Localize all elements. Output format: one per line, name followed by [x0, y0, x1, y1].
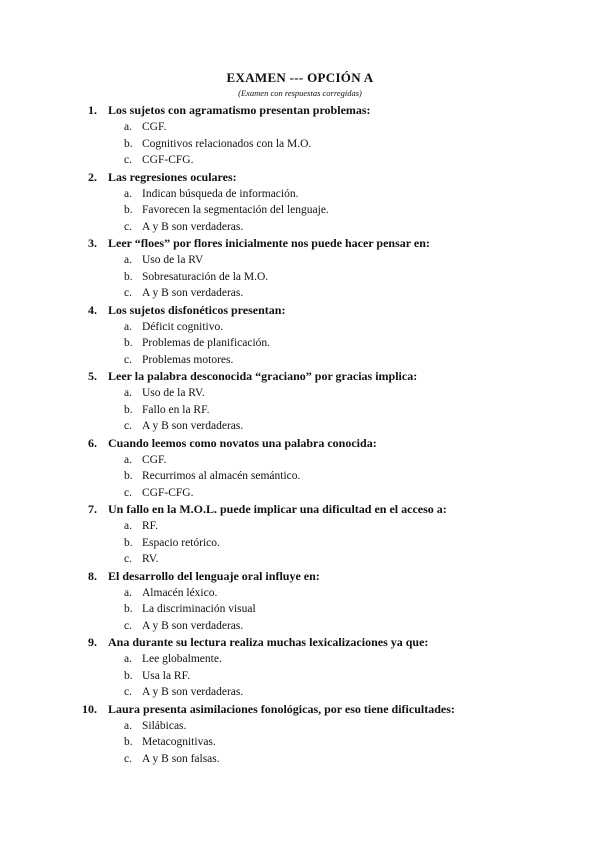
answer-option — [88, 751, 568, 768]
question-text-line — [88, 368, 568, 385]
option-text: La discriminación visual — [142, 603, 256, 615]
answer-option — [88, 319, 568, 336]
answer-option — [88, 452, 568, 469]
option-list — [88, 452, 568, 502]
option-text: Uso de la RV — [142, 254, 204, 266]
question-item — [88, 368, 568, 435]
option-letter: c. — [124, 287, 132, 299]
answer-option — [88, 285, 568, 302]
answer-option — [88, 385, 568, 402]
option-letter: c. — [124, 619, 132, 632]
question-text-line — [88, 169, 568, 186]
answer-option — [88, 684, 568, 701]
question-text: Ana durante su lectura realiza muchas lexicalizaciones ya que: — [108, 635, 429, 649]
option-list — [88, 186, 568, 236]
question-item — [88, 568, 568, 635]
answer-option — [88, 585, 568, 602]
answer-option — [88, 518, 568, 535]
question-item — [88, 102, 568, 169]
question-text: El desarrollo del lenguaje oral influye en: — [108, 568, 320, 583]
answer-option — [88, 402, 568, 419]
option-letter: b. — [124, 603, 133, 615]
question-number: 1. — [88, 103, 97, 117]
option-letter: c. — [124, 686, 132, 698]
option-list — [88, 718, 568, 768]
option-letter: b. — [124, 137, 133, 150]
answer-option — [88, 535, 568, 552]
option-letter: a. — [124, 254, 132, 266]
option-letter: b. — [124, 403, 133, 416]
answer-option — [88, 186, 568, 203]
question-text: Laura presenta asimilaciones fonológicas, por eso tiene dificultades: — [108, 701, 455, 716]
question-number: 8. — [88, 568, 97, 583]
question-list — [82, 102, 568, 767]
question-text: Las regresiones oculares: — [108, 169, 237, 184]
option-text: A y B son verdaderas. — [142, 619, 244, 632]
option-text: Lee globalmente. — [142, 653, 222, 665]
answer-option — [88, 269, 568, 286]
option-letter: a. — [124, 320, 132, 333]
answer-option — [88, 601, 568, 618]
option-letter: c. — [124, 420, 132, 432]
option-list — [88, 385, 568, 435]
option-letter: a. — [124, 586, 132, 599]
option-letter: c. — [124, 220, 132, 233]
option-letter: a. — [124, 453, 132, 466]
option-list — [88, 651, 568, 701]
option-text: CGF. — [142, 453, 167, 466]
question-text-line — [88, 568, 568, 585]
option-text: CGF-CFG. — [142, 486, 194, 499]
option-letter: b. — [124, 669, 133, 682]
question-item — [88, 634, 568, 701]
option-text: A y B son verdaderas. — [142, 220, 244, 233]
option-text: CGF. — [142, 121, 167, 133]
option-text: Cognitivos relacionados con la M.O. — [142, 137, 312, 150]
option-text: Sobresaturación de la M.O. — [142, 270, 269, 283]
answer-option — [88, 352, 568, 369]
answer-option — [88, 152, 568, 169]
option-text: Problemas motores. — [142, 353, 234, 366]
option-text: Problemas de planificación. — [142, 337, 271, 349]
option-text: Espacio retórico. — [142, 536, 220, 549]
question-number: 10. — [82, 701, 97, 716]
option-letter: b. — [124, 536, 133, 549]
option-text: Silábicas. — [142, 719, 187, 732]
option-letter: b. — [124, 337, 133, 349]
option-letter: a. — [124, 387, 132, 399]
option-text: Almacén léxico. — [142, 586, 218, 599]
question-item — [88, 302, 568, 369]
question-text-line — [88, 435, 568, 452]
question-item — [88, 169, 568, 236]
option-text: A y B son verdaderas. — [142, 686, 244, 698]
answer-option — [88, 668, 568, 685]
option-text: RV. — [142, 553, 159, 565]
question-number: 2. — [88, 169, 97, 184]
option-text: A y B son verdaderas. — [142, 420, 244, 432]
option-list — [88, 252, 568, 302]
option-letter: b. — [124, 270, 133, 283]
question-text-line — [88, 235, 568, 252]
option-letter: c. — [124, 752, 132, 765]
answer-option — [88, 718, 568, 735]
option-letter: c. — [124, 486, 132, 499]
question-text-line — [88, 634, 568, 651]
question-text: Los sujetos disfonéticos presentan: — [108, 302, 286, 317]
option-text: Usa la RF. — [142, 669, 190, 682]
answer-option — [88, 219, 568, 236]
option-letter: c. — [124, 553, 132, 565]
question-text: Leer “floes” por flores inicialmente nos puede hacer pensar en: — [108, 236, 430, 250]
answer-option — [88, 335, 568, 352]
answer-option — [88, 485, 568, 502]
option-letter: b. — [124, 204, 133, 216]
answer-option — [88, 252, 568, 269]
option-text: RF. — [142, 520, 159, 532]
exam-subtitle: (Examen con respuestas corregidas) — [238, 88, 362, 98]
question-item — [82, 701, 568, 768]
option-text: Fallo en la RF. — [142, 403, 210, 416]
question-text-line — [88, 102, 568, 119]
question-number: 7. — [88, 502, 97, 516]
option-text: Recurrimos al almacén semántico. — [142, 470, 301, 482]
answer-option — [88, 136, 568, 153]
exam-title: EXAMEN --- OPCIÓN A — [226, 70, 374, 85]
question-text: Cuando leemos como novatos una palabra conocida: — [108, 435, 377, 450]
question-number: 9. — [88, 635, 97, 649]
option-text: Uso de la RV. — [142, 387, 205, 399]
option-text: A y B son verdaderas. — [142, 287, 244, 299]
answer-option — [88, 418, 568, 435]
question-text: Un fallo en la M.O.L. puede implicar una dificultad en el acceso a: — [108, 502, 447, 516]
question-number: 3. — [88, 236, 97, 250]
answer-option — [88, 651, 568, 668]
question-text: Leer la palabra desconocida “graciano” por gracias implica: — [108, 369, 418, 383]
answer-option — [88, 618, 568, 635]
question-item — [88, 235, 568, 302]
option-list — [88, 585, 568, 635]
option-letter: a. — [124, 121, 132, 133]
option-list — [88, 119, 568, 169]
option-letter: b. — [124, 470, 133, 482]
question-text: Los sujetos con agramatismo presentan problemas: — [108, 103, 371, 117]
question-text-line — [88, 302, 568, 319]
option-text: A y B son falsas. — [142, 752, 220, 765]
option-text: Favorecen la segmentación del lenguaje. — [142, 204, 329, 216]
answer-option — [88, 202, 568, 219]
question-number: 4. — [88, 302, 97, 317]
option-text: Metacognitivas. — [142, 736, 216, 748]
option-text: Déficit cognitivo. — [142, 320, 224, 333]
option-list — [88, 319, 568, 369]
question-number: 5. — [88, 369, 97, 383]
answer-option — [88, 734, 568, 751]
option-letter: a. — [124, 520, 132, 532]
question-item — [88, 501, 568, 568]
option-letter: a. — [124, 719, 132, 732]
option-letter: c. — [124, 154, 132, 166]
question-text-line — [88, 501, 568, 518]
option-text: Indican búsqueda de información. — [142, 187, 299, 200]
option-list — [88, 518, 568, 568]
option-letter: a. — [124, 653, 132, 665]
option-text: CGF-CFG. — [142, 154, 194, 166]
question-text-line — [82, 701, 568, 718]
option-letter: a. — [124, 187, 132, 200]
question-number: 6. — [88, 435, 97, 450]
answer-option — [88, 119, 568, 136]
question-item — [88, 435, 568, 502]
answer-option — [88, 468, 568, 485]
option-letter: b. — [124, 736, 133, 748]
answer-option — [88, 551, 568, 568]
option-letter: c. — [124, 353, 132, 366]
